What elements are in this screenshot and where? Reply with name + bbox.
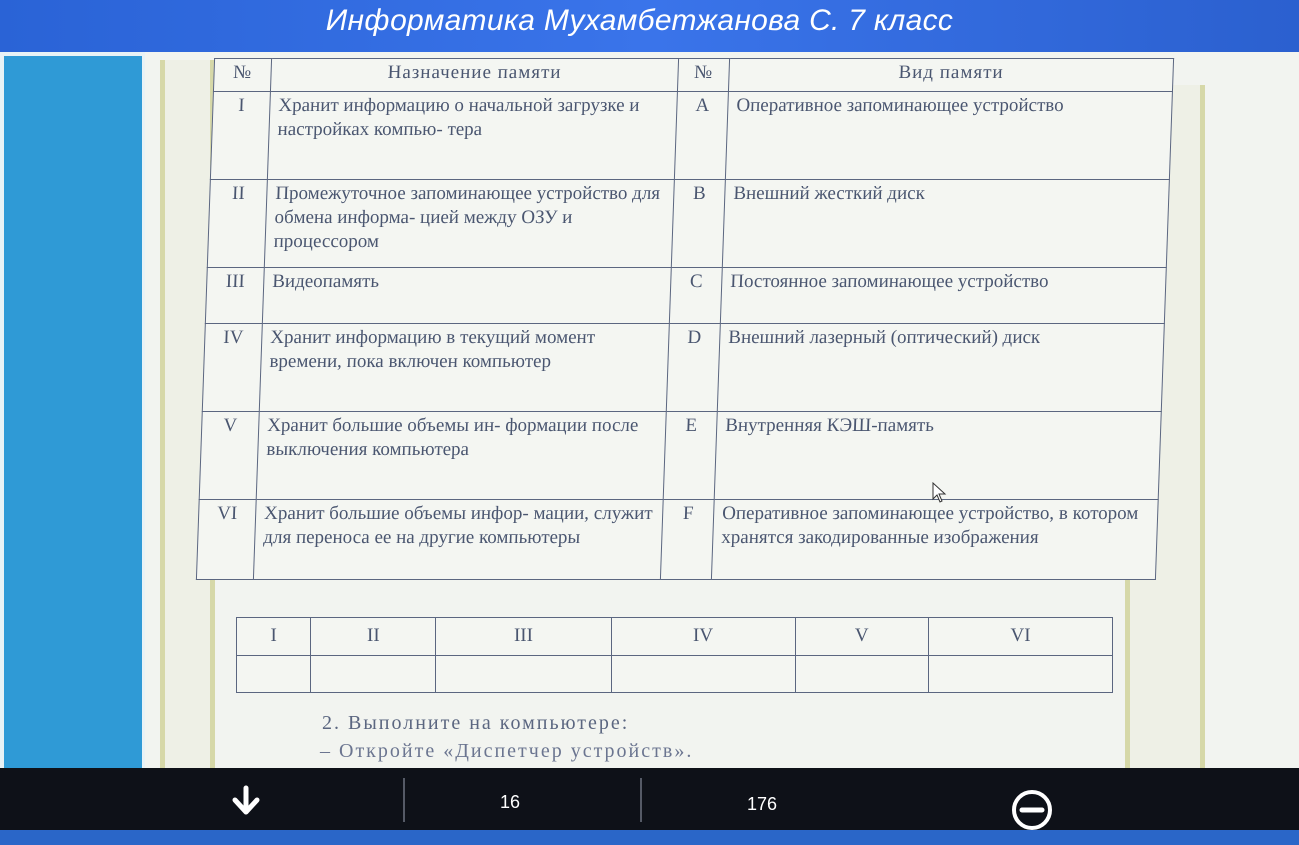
row-num: IV [202,324,262,412]
row-letter: F [660,500,714,580]
row-purpose: Хранит большие объемы инфор- мации, служит для переноса ее на другие компьютеры [253,500,663,580]
current-page-number[interactable]: 16 [500,792,521,812]
row-num: VI [196,500,256,580]
task-step: – Откройте «Диспетчер устройств». [320,740,694,762]
answer-cell [795,655,928,693]
col-type-header: Вид памяти [728,59,1173,92]
row-type: Внутренняя КЭШ-память [714,412,1161,500]
answer-blank-row [237,655,1113,693]
answer-header-row [237,618,1113,656]
row-purpose: Промежуточное запоминающее устройство для обмена информа- цией между ОЗУ и процессором [264,180,674,268]
row-letter: D [666,324,720,412]
table-row [196,500,1158,580]
row-num: I [210,92,270,180]
table-row [205,268,1166,324]
toolbar-divider [403,778,405,822]
left-page-edge [4,56,142,768]
row-purpose: Хранит информацию о начальной загрузке и настройках компью- тера [267,92,677,180]
row-letter: B [671,180,725,268]
table-row [202,324,1164,412]
answer-cell [929,655,1113,693]
answer-cell [611,655,795,693]
table-header-row [213,59,1173,92]
row-purpose: Хранит информацию в текущий момент времени, пока включен компьютер [259,324,669,412]
row-type: Оперативное запоминающее устройство, в котором хранятся закодированные изображения [711,500,1158,580]
download-arrow-icon[interactable] [226,784,266,820]
table-row [207,180,1169,268]
answer-cell [237,655,311,693]
memory-table [196,58,1174,580]
answer-cell [436,655,611,693]
zoom-out-icon[interactable] [1010,788,1054,832]
col-letter-header: № [677,59,729,92]
answer-col-header: I [237,618,311,656]
row-type: Оперативное запоминающее устройство [725,92,1172,180]
taskbar-strip [0,830,1299,845]
answer-cell [311,655,436,693]
table-row [199,412,1161,500]
row-type: Постоянное запоминающее устройство [720,268,1166,324]
row-purpose: Видеопамять [262,268,671,324]
answer-col-header: VI [929,618,1113,656]
row-letter: A [674,92,728,180]
task-heading: 2. Выполните на компьютере: [322,712,630,734]
answer-table [236,617,1113,693]
row-num: III [205,268,264,324]
row-type: Внешний лазерный (оптический) диск [717,324,1164,412]
col-purpose-header: Назначение памяти [270,59,678,92]
row-num: II [207,180,267,268]
answer-col-header: IV [611,618,795,656]
table-row [210,92,1172,180]
reader-toolbar [0,768,1299,830]
toolbar-divider [640,778,642,822]
col-num-header: № [213,59,271,92]
row-type: Внешний жесткий диск [722,180,1169,268]
row-letter: C [669,268,722,324]
total-pages: 176 [747,794,778,814]
answer-col-header: V [795,618,928,656]
answer-col-header: III [436,618,611,656]
answer-col-header: II [311,618,436,656]
row-purpose: Хранит большие объемы ин- формации после выключения компьютера [256,412,666,500]
book-title: Информатика Мухамбетжанова С. 7 класс [325,4,954,37]
app-header [0,0,1299,52]
row-num: V [199,412,259,500]
mouse-cursor-icon [932,482,948,504]
row-letter: E [663,412,717,500]
